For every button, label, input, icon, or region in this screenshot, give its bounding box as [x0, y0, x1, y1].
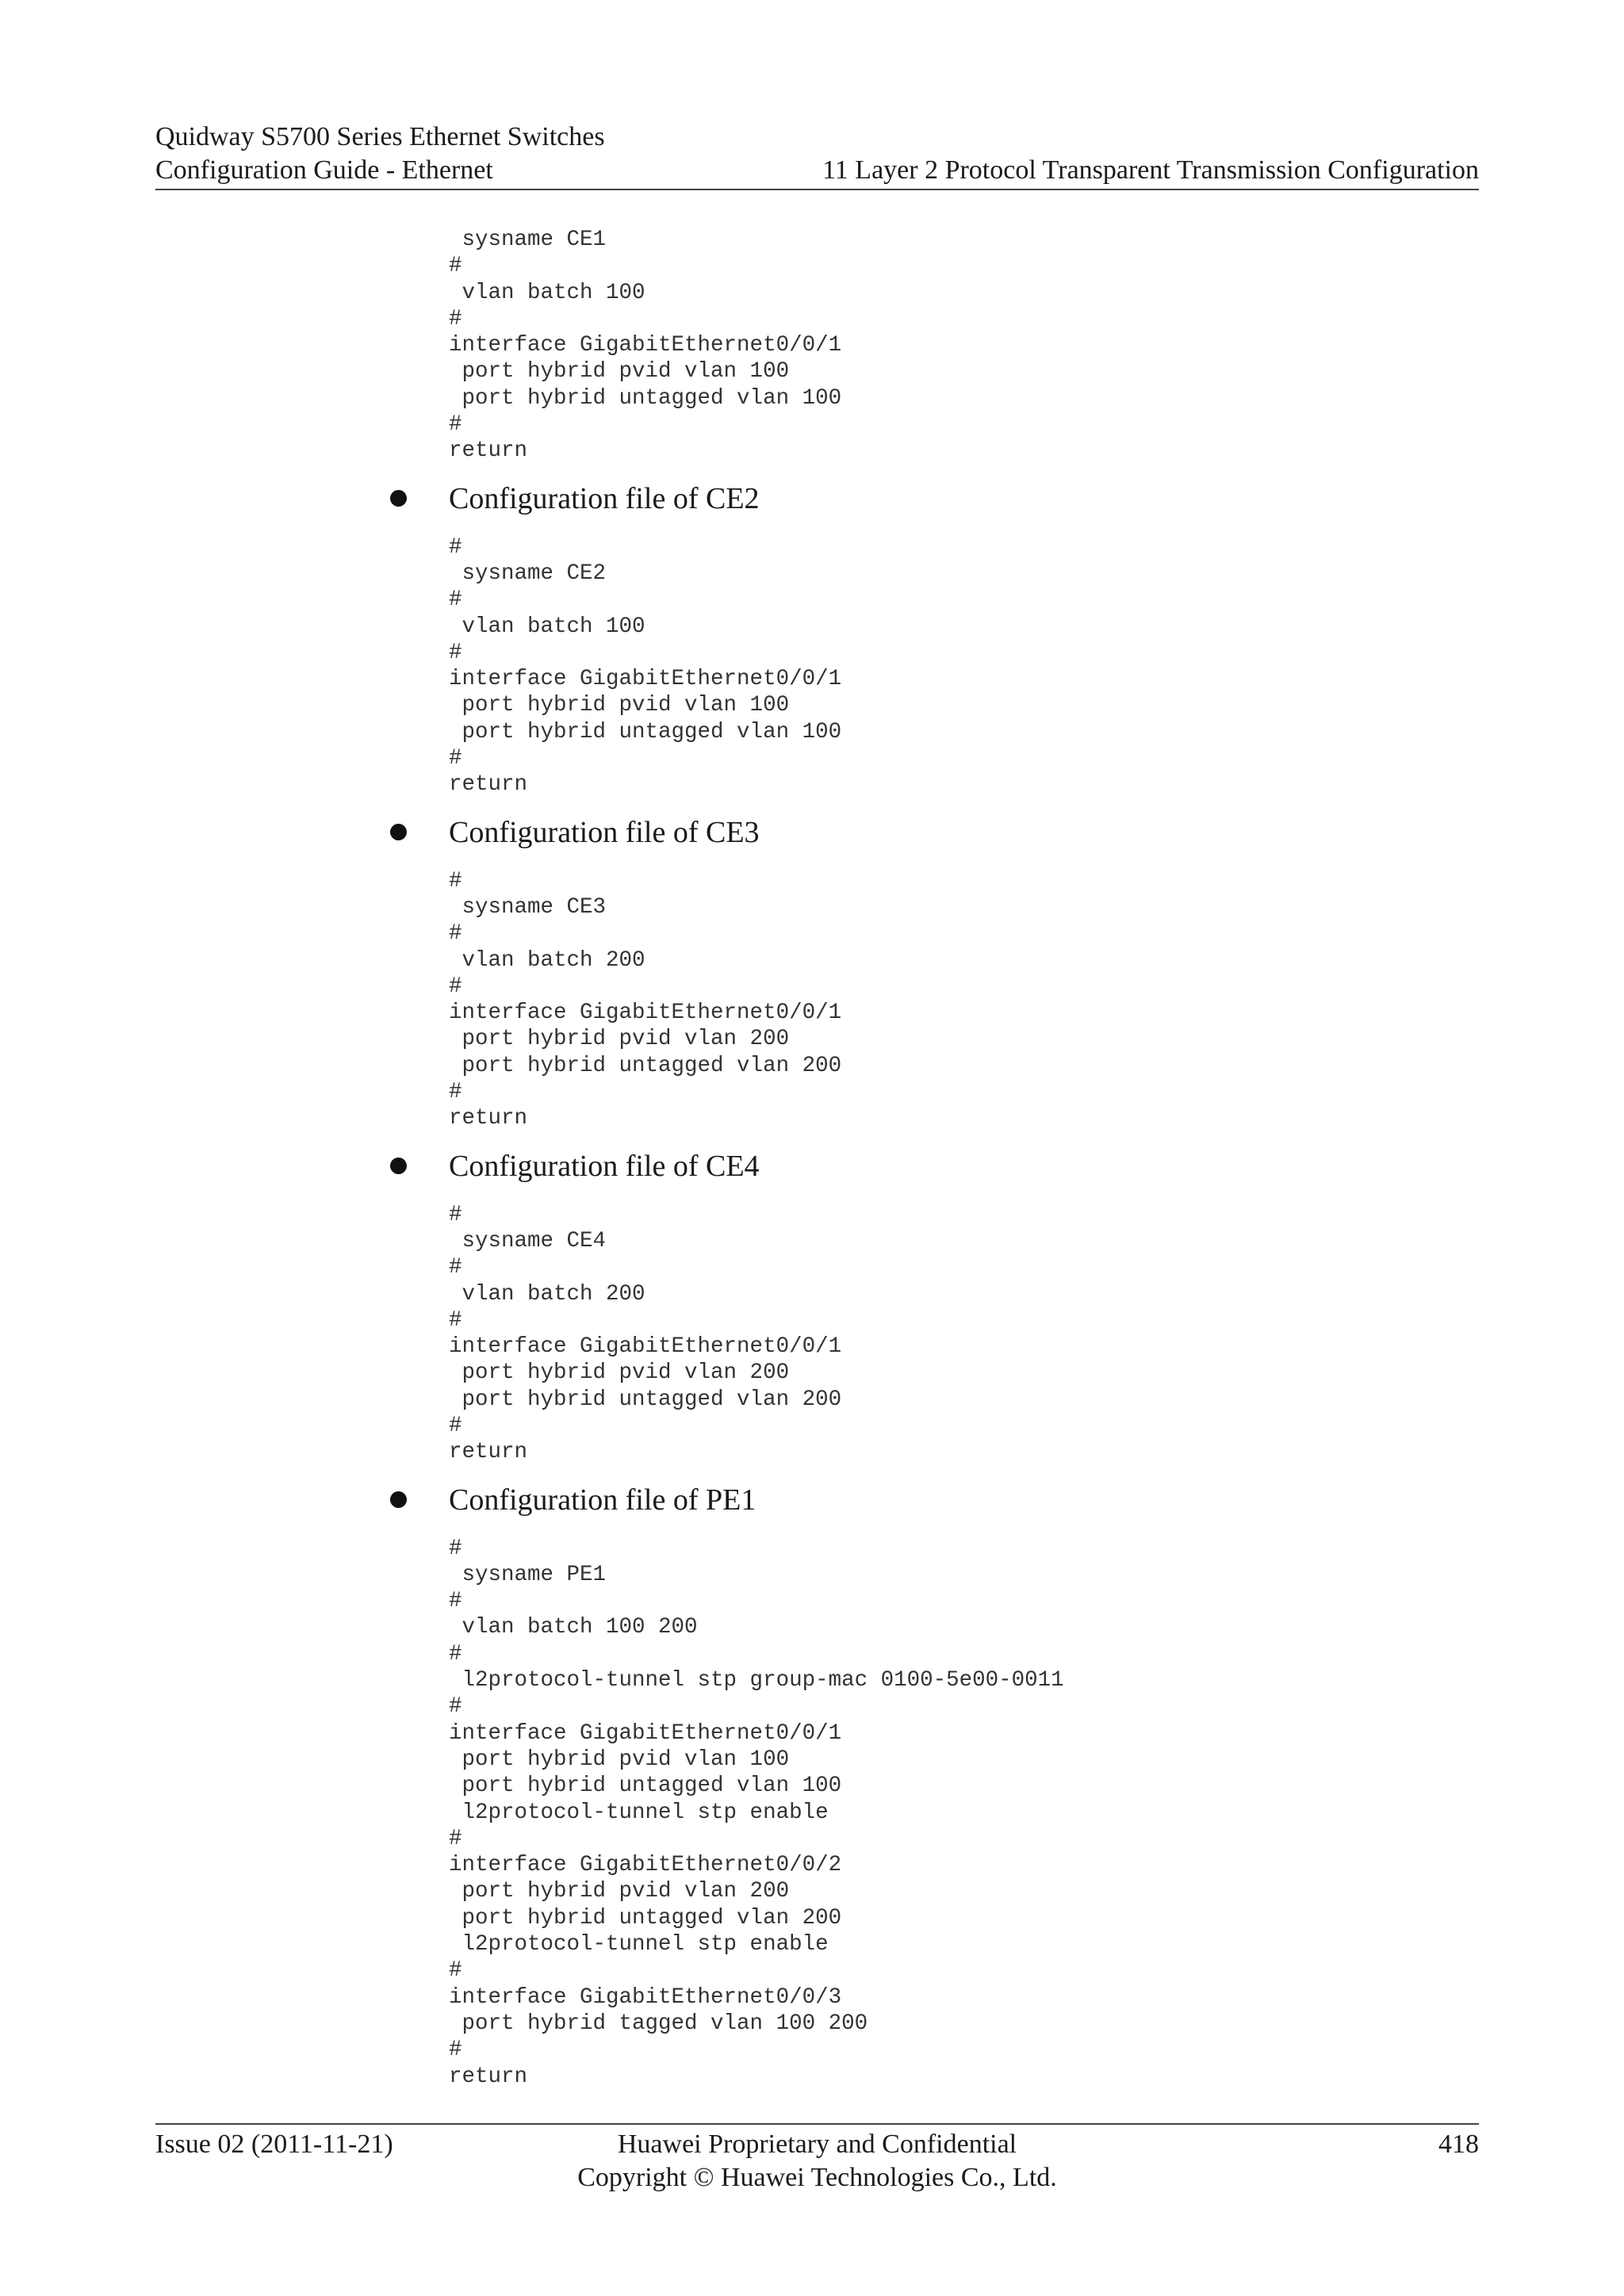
- footer-issue: Issue 02 (2011-11-21): [155, 2130, 393, 2159]
- bullet-ce3: [0, 813, 1624, 852]
- footer-page-number: 418: [1438, 2130, 1479, 2159]
- bullet-pe1: [0, 1480, 1624, 1520]
- page-header: [155, 117, 1479, 190]
- code-block-pe1: # sysname PE1 # vlan batch 100 200 # l2protocol-tunnel stp group-mac 0100-5e00-0011 # interface GigabitEthernet0/0/1 port hybrid pvid vlan 100 port hybrid untagged vlan 100 l2protocol-tunnel stp enable # interface GigabitEthernet0/0/2 port hybrid pvid vlan 200 port hybrid untagged vlan 200 l2protocol-tunnel stp enable # interface GigabitEthernet0/0/3 port hybrid tagged vlan 100 200 # return: [449, 1536, 1064, 2089]
- section-title-ce3: Configuration file of CE3: [449, 815, 760, 849]
- page-footer: [155, 2123, 1479, 2192]
- code-block-ce2: # sysname CE2 # vlan batch 100 # interface GigabitEthernet0/0/1 port hybrid pvid vlan 100 port hybrid untagged vlan 100 # return: [449, 534, 842, 798]
- section-title-ce4: Configuration file of CE4: [449, 1149, 760, 1183]
- footer-proprietary: Huawei Proprietary and Confidential: [617, 2130, 1017, 2159]
- header-product-title: Quidway S5700 Series Ethernet Switches: [155, 122, 605, 151]
- header-guide-title: Configuration Guide - Ethernet: [155, 155, 493, 185]
- page-content: [0, 227, 1624, 2090]
- footer-copyright: Copyright © Huawei Technologies Co., Ltd.: [577, 2163, 1057, 2192]
- footer-legal: [155, 2128, 1479, 2195]
- code-block-ce4: # sysname CE4 # vlan batch 200 # interface GigabitEthernet0/0/1 port hybrid pvid vlan 200 port hybrid untagged vlan 200 # return: [449, 1202, 842, 1465]
- bullet-dot-icon: [390, 490, 407, 507]
- section-title-pe1: Configuration file of PE1: [449, 1483, 756, 1517]
- bullet-ce4: [0, 1146, 1624, 1186]
- bullet-dot-icon: [390, 1158, 407, 1174]
- bullet-dot-icon: [390, 824, 407, 840]
- bullet-ce2: [0, 479, 1624, 519]
- header-chapter-title: 11 Layer 2 Protocol Transparent Transmission Configuration: [822, 155, 1479, 185]
- section-title-ce2: Configuration file of CE2: [449, 481, 760, 515]
- code-block-ce1: sysname CE1 # vlan batch 100 # interface GigabitEthernet0/0/1 port hybrid pvid vlan 100 port hybrid untagged vlan 100 # return: [449, 228, 842, 464]
- bullet-dot-icon: [390, 1491, 407, 1508]
- header-document-title: [155, 121, 605, 187]
- code-block-ce3: # sysname CE3 # vlan batch 200 # interface GigabitEthernet0/0/1 port hybrid pvid vlan 200 port hybrid untagged vlan 200 # return: [449, 868, 842, 1131]
